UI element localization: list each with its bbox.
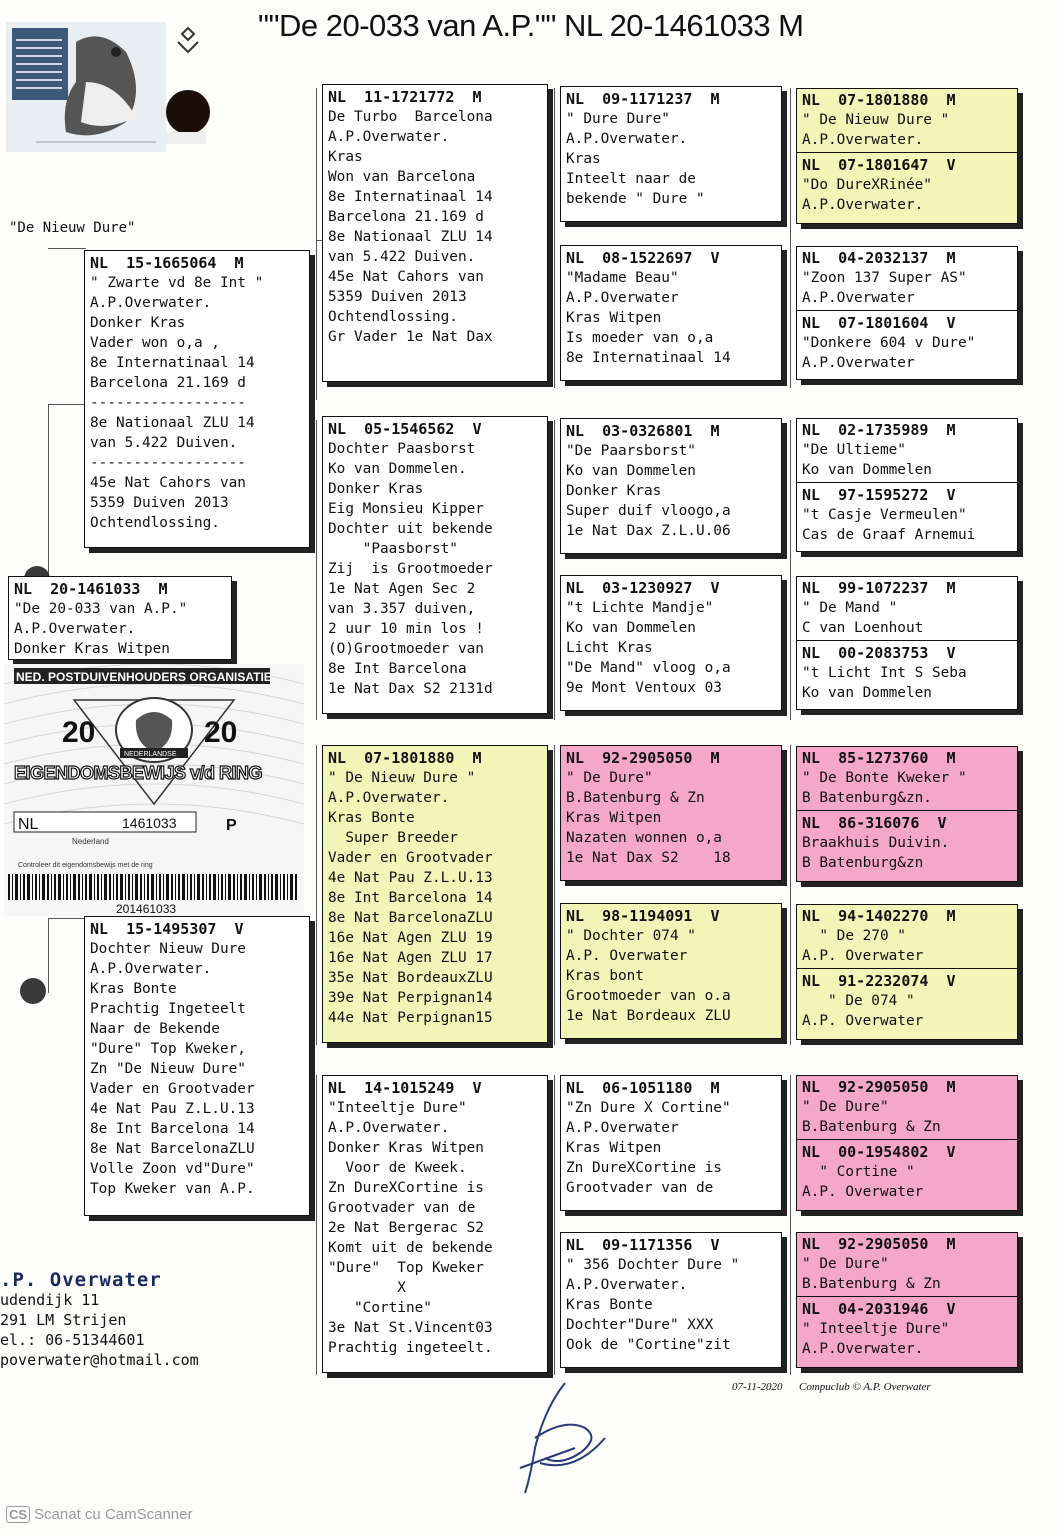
pair-divider <box>797 810 1017 811</box>
ring-number: NL 09-1171356 V <box>566 1236 720 1254</box>
card-line: Gr Vader 1e Nat Dax <box>328 329 493 345</box>
ring-number: NL 07-1801604 V <box>802 314 956 332</box>
ggg-pair-card <box>796 1075 1018 1211</box>
card-line: Dochter Nieuw Dure <box>90 941 246 957</box>
grandparent-card <box>322 84 548 382</box>
cert-ring-number: 1461033 <box>122 815 177 831</box>
card-line: A.P. Overwater <box>566 948 688 964</box>
pair-divider <box>797 152 1017 153</box>
card-line: Super Breeder <box>328 830 458 846</box>
card-line: Voor de Kweek. <box>328 1160 467 1176</box>
great-grandparent-card <box>560 86 782 222</box>
pair-divider <box>797 640 1017 641</box>
connector <box>316 420 317 720</box>
card-line: ------------------ <box>90 395 246 411</box>
card-line: 1e Nat Bordeaux ZLU <box>566 1008 731 1024</box>
card-line: "Cortine" <box>328 1300 432 1316</box>
pair-divider <box>797 310 1017 311</box>
card-line: (O)Grootmoeder van <box>328 641 484 657</box>
card-line: Grootvader van de <box>328 1200 476 1216</box>
pair-divider <box>797 482 1017 483</box>
owner-name: .P. Overwater <box>0 1269 162 1291</box>
card-line: "Paasborst" <box>328 541 458 557</box>
ring-number: NL 92-2905050 M <box>802 1235 956 1253</box>
cert-ribbon: NEDERLANDSE <box>124 751 177 758</box>
handwritten-signature <box>505 1378 615 1498</box>
card-line: Kras Witpen <box>566 810 662 826</box>
connector <box>48 918 86 919</box>
punch-hole <box>20 978 46 1004</box>
card-line: ------------------ <box>90 455 246 471</box>
card-line: Ko van Dommelen <box>802 462 932 478</box>
card-line: Super duif vloogo,a <box>566 503 731 519</box>
great-grandparent-card <box>560 418 782 554</box>
card-line: Volle Zoon vd"Dure" <box>90 1161 255 1177</box>
cert-year-right: 20 <box>204 716 238 749</box>
card-line: Prachtig Ingeteelt <box>90 1001 246 1017</box>
card-line: Ochtendlossing. <box>90 515 220 531</box>
connector <box>790 745 791 1045</box>
card-line: Kras Witpen <box>566 310 662 326</box>
card-line: A.P.Overwater <box>802 355 915 371</box>
card-line: Is moeder van o,a <box>566 330 714 346</box>
owner-phone: el.: 06-51344601 <box>0 1331 145 1349</box>
ring-number: NL 04-2031946 V <box>802 1300 956 1318</box>
ring-number: NL 99-1072237 M <box>802 579 956 597</box>
card-line: " Dure Dure" <box>566 111 670 127</box>
card-line: 8e Int Barcelona 14 <box>328 890 493 906</box>
card-line: B.Batenburg & Zn <box>566 790 705 806</box>
card-line: Nazaten wonnen o,a <box>566 830 722 846</box>
ggg-pair-card <box>796 904 1018 1040</box>
ring-number: NL 07-1801647 V <box>802 156 956 174</box>
card-line: B Batenburg&zn <box>802 855 924 871</box>
card-line: " Cortine " <box>802 1164 915 1180</box>
ring-number: NL 92-2905050 M <box>802 1078 956 1096</box>
card-line: 8e Internatinaal 14 <box>328 189 493 205</box>
card-line: Donker Kras <box>90 315 186 331</box>
card-line: "Zoon 137 Super AS" <box>802 270 967 286</box>
great-grandparent-card <box>560 903 782 1039</box>
ring-number: NL 86-316076 V <box>802 814 947 832</box>
ggg-pair-card <box>796 746 1018 882</box>
card-line: 1e Nat Agen Sec 2 <box>328 581 476 597</box>
card-line: 8e Int Barcelona 14 <box>90 1121 255 1137</box>
connector <box>790 88 791 388</box>
cert-heading: EIGENDOMSBEWIJS v/d RING <box>14 763 263 783</box>
cert-country: NL <box>18 816 39 833</box>
card-line: Kras <box>566 151 601 167</box>
connector <box>48 248 86 249</box>
card-line: A.P.Overwater. <box>566 131 688 147</box>
ring-certificate <box>4 664 304 916</box>
card-line: 1e Nat Dax S2 18 <box>566 850 731 866</box>
card-line: B.Batenburg & Zn <box>802 1276 941 1292</box>
card-line: 5359 Duiven 2013 <box>328 289 467 305</box>
card-line: C van Loenhout <box>802 620 924 636</box>
ggg-pair-card <box>796 1232 1018 1368</box>
card-line: "t Licht Int S Seba <box>802 665 967 681</box>
ring-number: NL 09-1171237 M <box>566 90 720 108</box>
card-line: Ko van Dommelen <box>566 620 696 636</box>
card-line: A.P.Overwater <box>802 290 915 306</box>
ring-number: NL 97-1595272 V <box>802 486 956 504</box>
card-line: "t Lichte Mandje" <box>566 600 714 616</box>
ring-number: NL 07-1801880 M <box>328 749 482 767</box>
connector <box>316 745 317 1045</box>
card-line: 8e Internatinaal 14 <box>566 350 731 366</box>
connector <box>554 1075 555 1375</box>
card-line: " Dochter 074 " <box>566 928 696 944</box>
card-line: De Turbo Barcelona <box>328 109 493 125</box>
card-line: 45e Nat Cahors van <box>90 475 246 491</box>
card-line: B Batenburg&zn. <box>802 790 932 806</box>
card-line: 8e Nat BarcelonaZLU <box>90 1141 255 1157</box>
ring-number: NL 11-1721772 M <box>328 88 482 106</box>
connector <box>316 1075 317 1375</box>
card-line: "Inteeltje Dure" <box>328 1100 467 1116</box>
great-grandparent-card <box>560 1075 782 1211</box>
card-line: "De Paarsborst" <box>566 443 696 459</box>
card-line: Kras <box>328 149 363 165</box>
card-line: Naar de Bekende <box>90 1021 220 1037</box>
card-line: 4e Nat Pau Z.L.U.13 <box>90 1101 255 1117</box>
card-line: " De Dure" <box>566 770 653 786</box>
scanner-watermark <box>6 1506 192 1523</box>
grandparent-card <box>322 1075 548 1373</box>
card-line: 4e Nat Pau Z.L.U.13 <box>328 870 493 886</box>
card-line: "Do DureXRinée" <box>802 177 932 193</box>
connector <box>790 1075 791 1375</box>
card-line: A.P.Overwater <box>566 290 679 306</box>
card-line: A.P.Overwater. <box>802 197 924 213</box>
card-line: A.P. Overwater <box>802 1184 924 1200</box>
card-line: "Dure" Top Kweker <box>328 1260 484 1276</box>
card-line: Vader won o,a , <box>90 335 220 351</box>
connector <box>48 918 49 993</box>
card-line: A.P.Overwater. <box>328 1120 450 1136</box>
pair-divider <box>797 1139 1017 1140</box>
card-line: " Zwarte vd 8e Int " <box>90 275 264 291</box>
card-line: " De Nieuw Dure " <box>328 770 476 786</box>
card-line: "Zn Dure X Cortine" <box>566 1100 731 1116</box>
ring-number: NL 03-1230927 V <box>566 579 720 597</box>
card-line: "De 20-033 van A.P." <box>14 601 188 617</box>
card-line: van 5.422 Duiven. <box>90 435 238 451</box>
card-line: A.P.Overwater. <box>566 1277 688 1293</box>
card-line: Dochter uit bekende <box>328 521 493 537</box>
grandparent-card <box>322 416 548 714</box>
ring-number: NL 06-1051180 M <box>566 1079 720 1097</box>
great-grandparent-card <box>560 745 782 881</box>
connector <box>790 420 791 720</box>
card-line: 16e Nat Agen ZLU 17 <box>328 950 493 966</box>
cert-side-p: P <box>226 817 237 834</box>
ggg-pair-card <box>796 418 1018 552</box>
sire-card <box>84 250 310 548</box>
card-line: 8e Nationaal ZLU 14 <box>328 229 493 245</box>
card-line: Eig Monsieu Kipper <box>328 501 484 517</box>
dam-card <box>84 916 310 1216</box>
great-grandparent-card <box>560 245 782 381</box>
card-line: Donker Kras Witpen <box>328 1140 484 1156</box>
ring-number: NL 14-1015249 V <box>328 1079 482 1097</box>
card-line: van 3.357 duiven, <box>328 601 476 617</box>
camscanner-label: Scanat cu CamScanner <box>34 1506 193 1523</box>
card-line: Vader en Grootvader <box>328 850 493 866</box>
ring-number: NL 15-1665064 M <box>90 254 244 272</box>
card-line: Braakhuis Duivin. <box>802 835 950 851</box>
card-line: 2e Nat Bergerac S2 <box>328 1220 484 1236</box>
card-line: A.P.Overwater. <box>90 295 212 311</box>
card-line: 8e Int Barcelona <box>328 661 467 677</box>
card-line: 8e Internatinaal 14 <box>90 355 255 371</box>
card-line: Komt uit de bekende <box>328 1240 493 1256</box>
connector <box>48 404 49 574</box>
top-label: "De Nieuw Dure" <box>9 220 136 236</box>
ggg-pair-card <box>796 246 1018 380</box>
ring-number: NL 15-1495307 V <box>90 920 244 938</box>
pigeon-logo <box>6 22 216 158</box>
card-line: Grootmoeder van o.a <box>566 988 731 1004</box>
card-line: Ko van Dommelen <box>802 685 932 701</box>
cert-org: NED. POSTDUIVENHOUDERS ORGANISATIE <box>16 670 272 684</box>
ring-number: NL 85-1273760 M <box>802 749 956 767</box>
card-line: Prachtig ingeteelt. <box>328 1340 493 1356</box>
card-line: Zn DureXCortine is <box>328 1180 484 1196</box>
card-line: "Donkere 604 v Dure" <box>802 335 976 351</box>
card-line: A.P.Overwater. <box>14 621 136 637</box>
ring-number: NL 20-1461033 M <box>14 580 168 598</box>
card-line: Ko van Dommelen <box>566 463 696 479</box>
card-line: Kras Bonte <box>90 981 177 997</box>
footer-credit: 07-11-2020 Compuclub © A.P. Overwater <box>732 1381 931 1393</box>
card-line: 5359 Duiven 2013 <box>90 495 229 511</box>
card-line: 8e Nationaal ZLU 14 <box>90 415 255 431</box>
card-line: " De 270 " <box>802 928 906 944</box>
card-line: 35e Nat BordeauxZLU <box>328 970 493 986</box>
card-line: " De Dure" <box>802 1256 889 1272</box>
connector <box>554 745 555 1045</box>
card-line: 45e Nat Cahors van <box>328 269 484 285</box>
card-line: Zn "De Nieuw Dure" <box>90 1061 246 1077</box>
card-line: Ook de "Cortine"zit <box>566 1337 731 1353</box>
card-line: 8e Nat BarcelonaZLU <box>328 910 493 926</box>
connector <box>48 404 86 405</box>
card-line: Grootvader van de <box>566 1180 714 1196</box>
page-title: ""De 20-033 van A.P."" NL 20-1461033 M <box>258 8 804 43</box>
ring-number: NL 94-1402270 M <box>802 907 956 925</box>
card-line: " 356 Dochter Dure " <box>566 1257 740 1273</box>
card-line: Donker Kras <box>328 481 424 497</box>
card-line: Inteelt naar de <box>566 171 696 187</box>
grandparent-card <box>322 745 548 1043</box>
card-line: 39e Nat Perpignan14 <box>328 990 493 1006</box>
ring-number: NL 91-2232074 V <box>802 972 956 990</box>
ring-number: NL 98-1194091 V <box>566 907 720 925</box>
card-line: 1e Nat Dax S2 2131d <box>328 681 493 697</box>
card-line: " De Mand " <box>802 600 898 616</box>
card-line: "De Mand" vloog o,a <box>566 660 731 676</box>
card-line: Ko van Dommelen. <box>328 461 467 477</box>
owner-city: 291 LM Strijen <box>0 1311 127 1329</box>
ring-number: NL 92-2905050 M <box>566 749 720 767</box>
ring-number: NL 08-1522697 V <box>566 249 720 267</box>
card-line: A.P.Overwater. <box>328 129 450 145</box>
card-line: Zn DureXCortine is <box>566 1160 722 1176</box>
card-line: Zij is Grootmoeder <box>328 561 493 577</box>
card-line: Dochter"Dure" XXX <box>566 1317 714 1333</box>
great-grandparent-card <box>560 575 782 711</box>
card-line: Ochtendlossing. <box>328 309 458 325</box>
card-line: Barcelona 21.169 d <box>90 375 246 391</box>
ring-number: NL 05-1546562 V <box>328 420 482 438</box>
ggg-pair-card <box>796 576 1018 710</box>
owner-email: poverwater@hotmail.com <box>0 1351 199 1369</box>
card-line: "De Ultieme" <box>802 442 906 458</box>
ggg-pair-card <box>796 88 1018 224</box>
cert-barcode-number: 201461033 <box>116 902 177 916</box>
camscanner-badge: CS <box>6 1506 30 1523</box>
card-line: " De Nieuw Dure " <box>802 112 950 128</box>
connector <box>554 420 555 720</box>
card-line: van 5.422 Duiven. <box>328 249 476 265</box>
ring-number: NL 00-2083753 V <box>802 644 956 662</box>
card-line: A.P.Overwater. <box>328 790 450 806</box>
card-line: 2 uur 10 min los ! <box>328 621 484 637</box>
card-line: "Madame Beau" <box>566 270 679 286</box>
ring-number: NL 04-2032137 M <box>802 249 956 267</box>
great-grandparent-card <box>560 1232 782 1368</box>
card-line: Donker Kras Witpen <box>14 641 170 657</box>
card-line: " De Dure" <box>802 1099 889 1115</box>
card-line: Kras Bonte <box>566 1297 653 1313</box>
card-line: Donker Kras <box>566 483 662 499</box>
card-line: A.P.Overwater. <box>802 1341 924 1357</box>
card-line: Kras Witpen <box>566 1140 662 1156</box>
card-line: 44e Nat Perpignan15 <box>328 1010 493 1026</box>
card-line: 9e Mont Ventoux 03 <box>566 680 722 696</box>
owner-street: udendijk 11 <box>0 1291 100 1309</box>
card-line: Kras bont <box>566 968 644 984</box>
card-line: 1e Nat Dax Z.L.U.06 <box>566 523 731 539</box>
ring-number: NL 02-1735989 M <box>802 421 956 439</box>
pair-divider <box>797 1296 1017 1297</box>
ring-number: NL 07-1801880 M <box>802 91 956 109</box>
card-line: Licht Kras <box>566 640 653 656</box>
address-block <box>0 1270 199 1370</box>
card-line: A.P. Overwater <box>802 948 924 964</box>
ring-number: NL 00-1954802 V <box>802 1143 956 1161</box>
card-line: Kras Bonte <box>328 810 415 826</box>
card-line: bekende " Dure " <box>566 191 705 207</box>
pair-divider <box>797 968 1017 969</box>
card-line: "Dure" Top Kweker, <box>90 1041 246 1057</box>
card-line: 3e Nat St.Vincent03 <box>328 1320 493 1336</box>
card-line: "t Casje Vermeulen" <box>802 507 967 523</box>
card-line: A.P.Overwater. <box>802 132 924 148</box>
connector <box>554 88 555 388</box>
card-line: X <box>328 1280 406 1296</box>
card-line: Cas de Graaf Arnemui <box>802 527 976 543</box>
card-line: " De 074 " <box>802 993 915 1009</box>
card-line: Won van Barcelona <box>328 169 476 185</box>
subject-card <box>8 576 232 660</box>
card-line: Top Kweker van A.P. <box>90 1181 255 1197</box>
card-line: 16e Nat Agen ZLU 19 <box>328 930 493 946</box>
card-line: " Inteeltje Dure" <box>802 1321 950 1337</box>
card-line: B.Batenburg & Zn <box>802 1119 941 1135</box>
cert-year-left: 20 <box>62 716 96 749</box>
card-line: A.P. Overwater <box>802 1013 924 1029</box>
cert-note: Controleer dit eigendomsbewijs met de ring <box>18 862 153 869</box>
cert-nederland: Nederland <box>72 837 109 846</box>
ring-number: NL 03-0326801 M <box>566 422 720 440</box>
card-line: A.P.Overwater. <box>90 961 212 977</box>
card-line: Barcelona 21.169 d <box>328 209 484 225</box>
connector <box>316 88 317 400</box>
card-line: Vader en Grootvader <box>90 1081 255 1097</box>
card-line: A.P.Overwater <box>566 1120 679 1136</box>
card-line: " De Bonte Kweker " <box>802 770 967 786</box>
card-line: Dochter Paasborst <box>328 441 476 457</box>
